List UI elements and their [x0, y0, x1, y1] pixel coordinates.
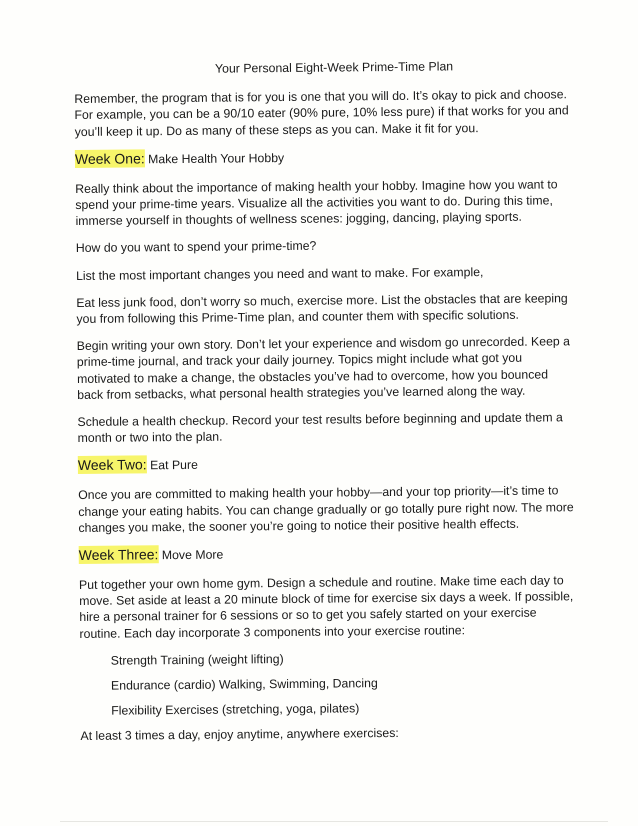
week-one-title: Make Health Your Hobby — [148, 150, 285, 167]
scan-edge-line — [60, 821, 608, 822]
intro-paragraph: Remember, the program that is for you is one that you will do. It’s okay to pick and choose. For example, you can be a 90/10 eater (90% pure, 10% less pure) if that works for you and you’ll keep it up. Do as many of these steps as you can. Make it fit for you. — [74, 87, 569, 139]
week-one-heading — [75, 146, 575, 168]
week-two-paragraph-1: Once you are committed to making health your hobby—and your top priority—it’s time to change your eating habits. You can change gradually or go totally pure right now. The more changes you make, the sooner you’re going to notice their positive health effects. — [78, 483, 574, 535]
week-three-paragraph-2: At least 3 times a day, enjoy anytime, anywhere exercises: — [80, 726, 399, 744]
list-item: Endurance (cardio) Walking, Swimming, Dancing — [110, 676, 378, 693]
list-item: Flexibility Exercises (stretching, yoga, pilates) — [111, 701, 360, 718]
week-one-paragraph-5: Begin writing your own story. Don’t let your experience and wisdom go unrecorded. Keep a prime-time journal, and track your daily journey. Topics might include what got you motivated to make a change, the obstacles you’ve had to overcome, how you bounced back from setbacks, what personal health strategies you’ve learned along the way. — [76, 334, 571, 402]
week-two-heading — [78, 453, 578, 475]
week-one-paragraph-6: Schedule a health checkup. Record your test results before beginning and update them a month or two into the plan. — [77, 410, 563, 446]
week-one-paragraph-1: Really think about the importance of making health your hobby. Imagine how you want to spend your prime-time years. Visualize all the activities you want to do. During this time, immerse yourself in thoughts of wellness scenes: jogging, dancing, playing sports. — [75, 177, 558, 229]
week-three-title: Move More — [161, 547, 224, 563]
week-three-heading — [79, 542, 579, 564]
document-title: Your Personal Eight-Week Prime-Time Plan — [214, 59, 454, 76]
week-two-title: Eat Pure — [149, 458, 198, 473]
week-one-label: Week One: — [74, 150, 145, 167]
list-item: Strength Training (weight lifting) — [110, 651, 284, 668]
week-three-label: Week Three: — [78, 546, 159, 564]
week-three-paragraph-1: Put together your own home gym. Design a schedule and routine. Make time each day to move. Set aside at least a 20 minute block of time for exercise six days a week. If possible, hire a personal trainer for 6 sessions or so to get you safely started on your exercise routine. Each day incorporate 3 components into your exercise routine: — [78, 573, 574, 641]
week-one-paragraph-3: List the most important changes you need and want to make. For example, — [75, 264, 484, 283]
week-one-paragraph-2: How do you want to spend your prime-time? — [75, 239, 317, 256]
week-one-paragraph-4: Eat less junk food, don’t worry so much, exercise more. List the obstacles that are keeping you from following this Prime-Time plan, and counter them with specific solutions. — [76, 291, 568, 327]
week-two-label: Week Two: — [77, 456, 147, 474]
document-body — [74, 57, 581, 755]
